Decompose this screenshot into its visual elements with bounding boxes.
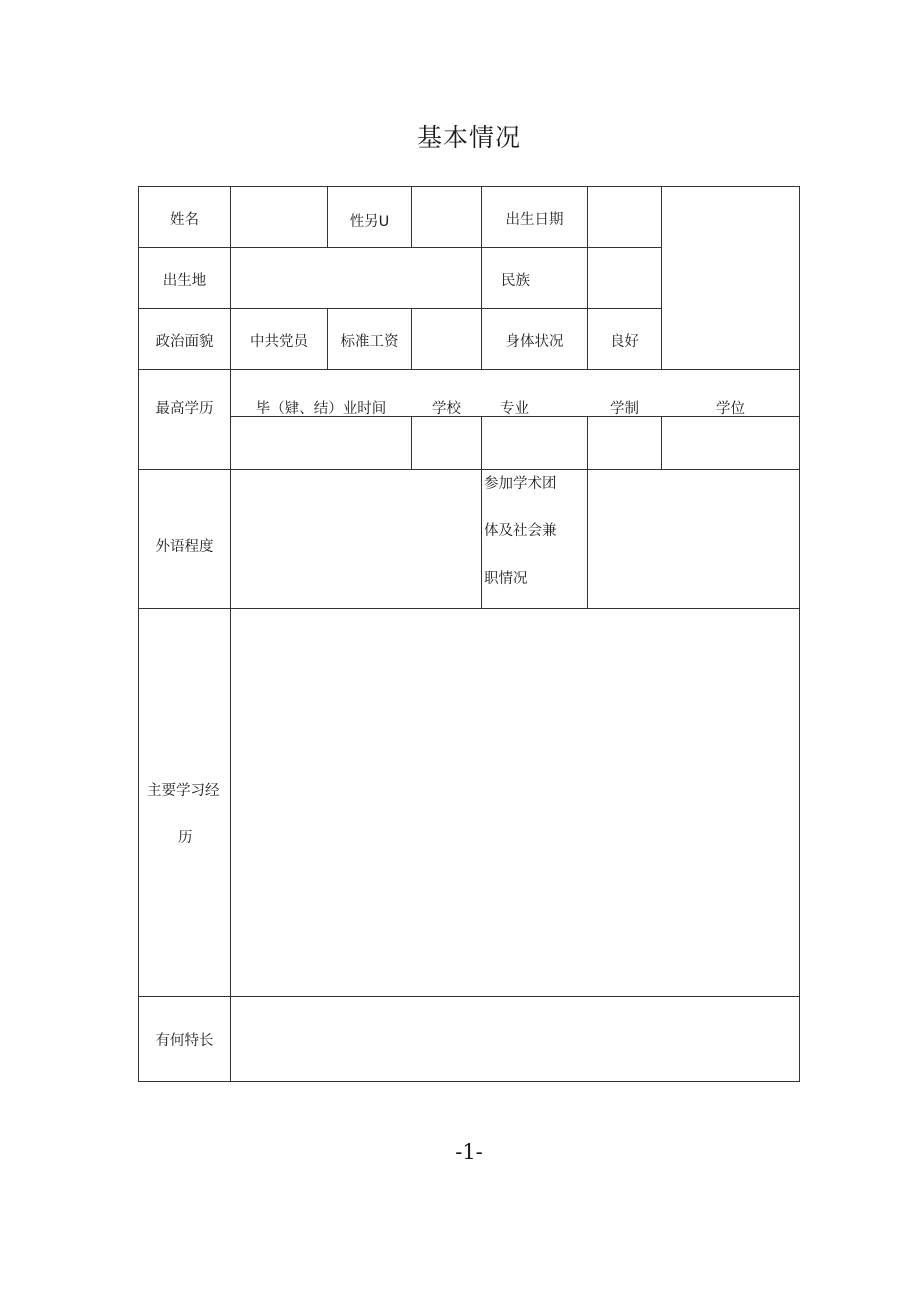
study-label-line-2: 历 [178, 830, 193, 846]
name-field[interactable] [232, 188, 326, 246]
education-degree-field[interactable] [663, 418, 798, 468]
birthdate-field[interactable] [589, 188, 660, 246]
study-history-field[interactable] [232, 610, 798, 995]
political-field[interactable]: 中共党员 [250, 334, 308, 350]
language-field[interactable] [232, 471, 480, 607]
birthplace-field[interactable] [232, 249, 480, 307]
gender-label: 性另U [349, 214, 390, 230]
study-label-line-1: 主要学习经 [147, 783, 220, 799]
education-row-cell[interactable] [140, 418, 229, 468]
name-label: 姓名 [170, 212, 199, 228]
ethnicity-field[interactable] [589, 249, 660, 307]
language-label: 外语程度 [155, 539, 214, 555]
health-field[interactable]: 良好 [610, 334, 639, 350]
birthplace-label: 出生地 [162, 273, 207, 289]
page-title: 基本情况 [416, 123, 521, 152]
health-label: 身体状况 [505, 334, 564, 350]
education-col-duration: 学制 [610, 401, 639, 417]
photo-area[interactable] [663, 188, 798, 368]
ethnicity-label: 民族 [501, 273, 530, 289]
education-col-school: 学校 [432, 401, 461, 417]
political-label: 政治面貌 [155, 334, 214, 350]
birthdate-label: 出生日期 [505, 212, 564, 228]
society-label-line-1: 参加学术团 [484, 476, 557, 492]
education-major-field[interactable] [483, 418, 586, 468]
society-label-line-2: 体及社会兼 [484, 523, 557, 539]
education-school-field[interactable] [413, 418, 480, 468]
specialty-field[interactable] [232, 998, 798, 1080]
education-label: 最高学历 [155, 401, 214, 417]
salary-field[interactable] [413, 310, 480, 368]
society-field[interactable] [589, 471, 798, 607]
salary-label: 标准工资 [340, 334, 399, 350]
education-col-major: 专业 [500, 401, 529, 417]
education-time-field[interactable] [232, 418, 410, 468]
gender-field[interactable] [413, 188, 480, 246]
education-col-time: 毕（肄、结）业时间 [255, 401, 387, 417]
specialty-label: 有何特长 [155, 1033, 214, 1049]
education-col-degree: 学位 [716, 401, 745, 417]
page-number: -1- [455, 1140, 483, 1164]
education-duration-field[interactable] [589, 418, 660, 468]
society-label-line-3: 职情况 [484, 571, 528, 587]
